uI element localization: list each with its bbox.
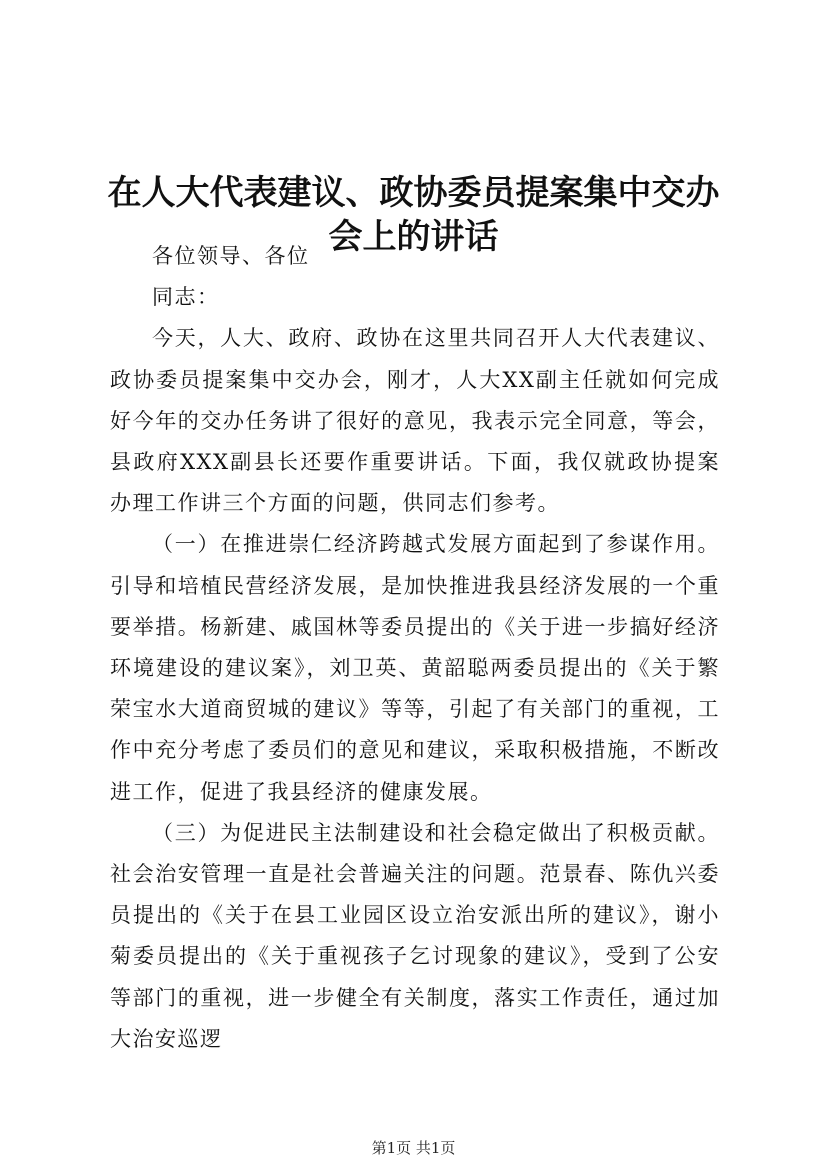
document-title: 在人大代表建议、政协委员提案集中交办会上的讲话 [107,172,720,257]
document-body [110,236,720,1060]
page-footer: 第1页 共1页 [371,1139,456,1157]
paragraph-intro: 今天，人大、政府、政协在这里共同召开人大代表建议、政协委员提案集中交办会，刚才，人大XX副主任就如何完成好今年的交办任务讲了很好的意见，我表示完全同意，等会，县政府XXX副县长还要作重要讲话。下面，我仅就政协提案办理工作讲三个方面的问题，供同志们参考。 [110,326,720,516]
salutation-line-2: 同志： [152,285,220,310]
paragraph-section-3: （三）为促进民主法制建设和社会稳定做出了积极贡献。社会治安管理一直是社会普遍关注的问题。范景春、陈仇兴委员提出的《关于在县工业园区设立治安派出所的建议》，谢小菊委员提出的《关于重视孩子乞讨现象的建议》，受到了公安等部门的重视，进一步健全有关制度，落实工作责任，通过加大治安巡逻 [110,820,720,1051]
salutation-line-1: 各位领导、各位 [152,244,310,268]
paragraph-section-1: （一）在推进崇仁经济跨越式发展方面起到了参谋作用。引导和培植民营经济发展，是加快推进我县经济发展的一个重要举措。杨新建、戚国林等委员提出的《关于进一步搞好经济环境建设的建议案》，刘卫英、黄韶聪两委员提出的《关于繁荣宝水大道商贸城的建议》等等，引起了有关部门的重视，工作中充分考虑了委员们的意见和建议，采取积极措施，不断改进工作，促进了我县经济的健康发展。 [110,532,720,804]
